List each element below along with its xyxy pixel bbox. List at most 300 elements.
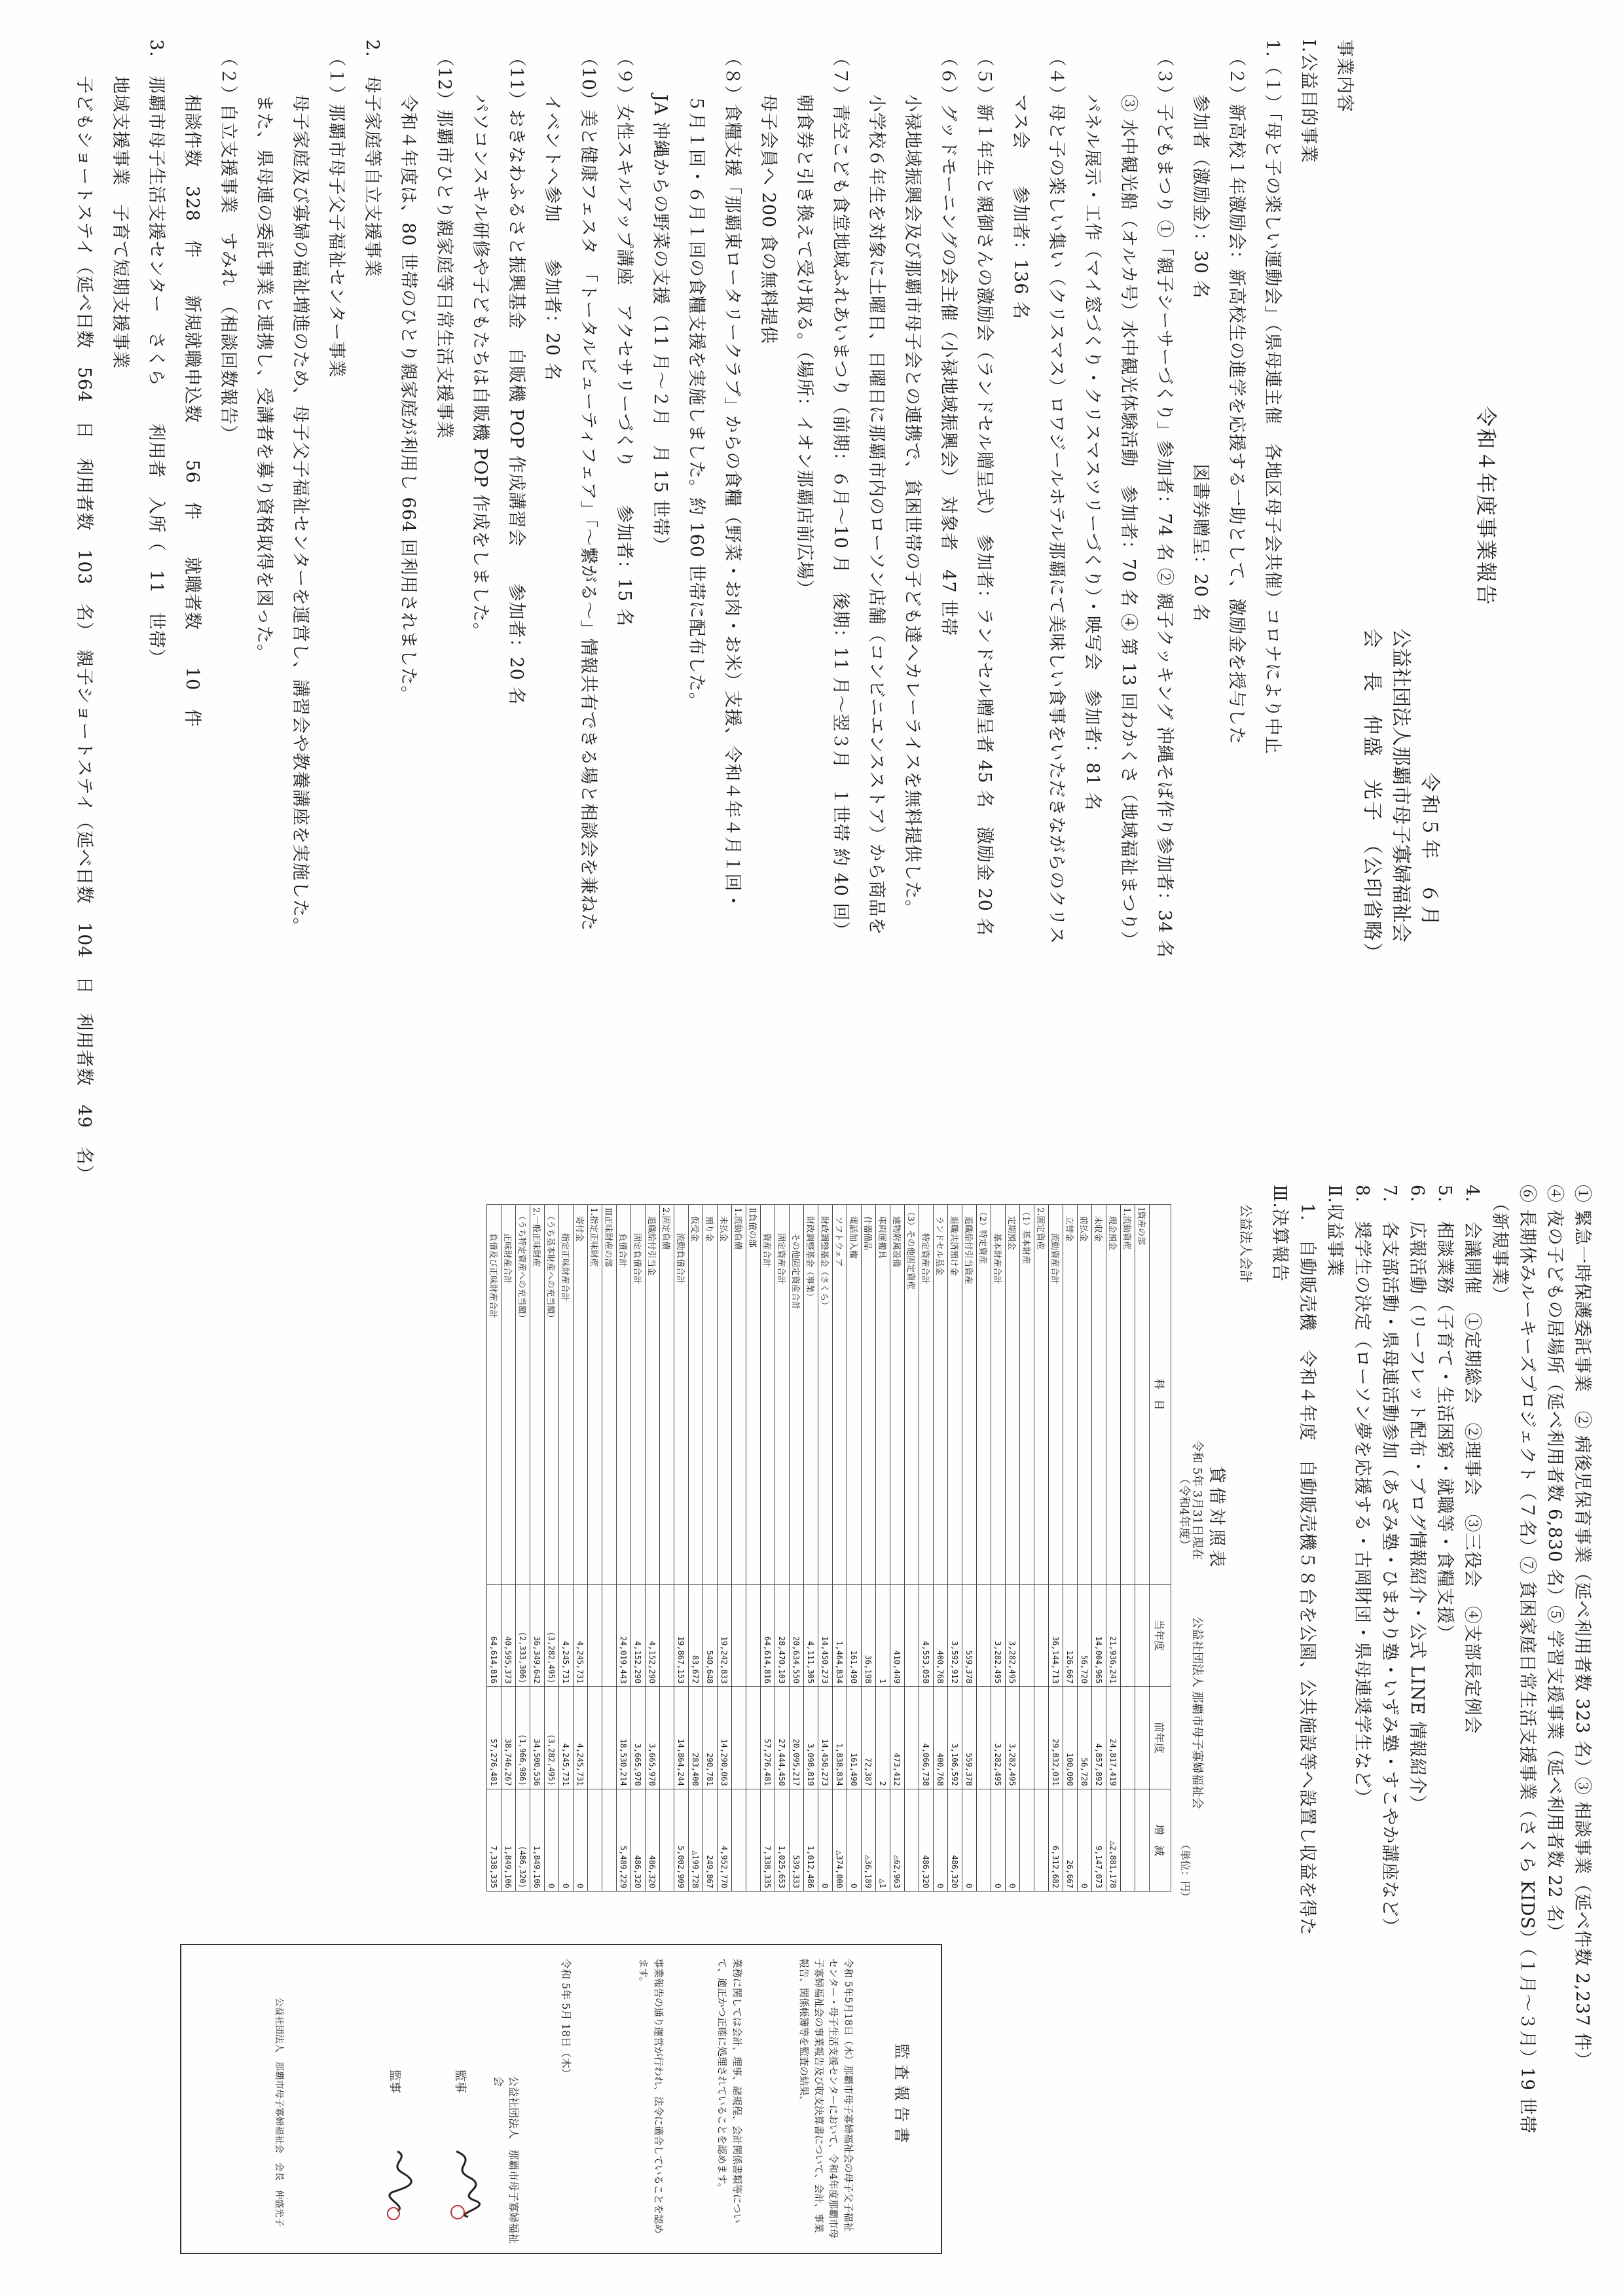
amount-cell: 57,276,481	[487, 1687, 501, 1789]
amount-cell: 26,667	[1063, 1789, 1078, 1891]
account-name: 財政調整基金（さくら）	[818, 1205, 833, 1585]
amount-cell: 3,282,495	[1006, 1687, 1020, 1789]
report-line: 5. 相談業務（子育て・生活困窮・就職等・食糧支援）	[1434, 1185, 1455, 1643]
table-row	[1135, 1205, 1150, 1892]
account-name: 固定資産合計	[775, 1205, 790, 1585]
account-name: 什器備品	[862, 1205, 876, 1585]
table-row	[905, 1205, 919, 1892]
amount-cell	[905, 1789, 919, 1891]
report-line: 2. 母子家庭等自立支援事業	[362, 39, 382, 278]
organization-stamp-text: 公益社団法人 那覇市母子寡婦福祉会 会長 仲盛光子	[274, 1998, 284, 2227]
table-row	[818, 1205, 833, 1892]
balance-sheet-corporation: 公益社団法人 那覇市母子寡婦福祉会	[1190, 1617, 1204, 1809]
amount-cell: 1,012,486	[804, 1789, 818, 1891]
amount-cell: (3,282,495)	[545, 1687, 559, 1789]
account-name: 特定資産合計	[919, 1205, 934, 1585]
table-row	[516, 1205, 530, 1892]
amount-cell: 40,595,373	[501, 1584, 516, 1687]
amount-cell: 3,282,495	[991, 1687, 1006, 1789]
amount-cell: 1,025,653	[775, 1789, 790, 1891]
report-line: ５月１回・６月１回の食糧支援を実施しました。約 160 世帯に配布した。	[686, 39, 706, 711]
amount-cell: 4,245,731	[559, 1687, 574, 1789]
amount-cell: 486,320	[948, 1789, 962, 1891]
amount-cell: 9,147,073	[1092, 1789, 1106, 1891]
account-name: 2.固定負債	[660, 1205, 674, 1585]
amount-cell: 161,490	[847, 1584, 862, 1687]
report-line: 相談件数 328 件 新規就職申込数 56 件 就職者数 10 件	[182, 39, 202, 728]
account-name: ソフトウェア	[833, 1205, 847, 1585]
table-row	[1020, 1205, 1034, 1892]
report-line: 6. 広報活動（リーフレット配布・ブログ情報紹介・公式 LINE 情報紹介）	[1407, 1185, 1427, 1814]
auditor-signature-2	[383, 2148, 417, 2220]
amount-cell: 36,198	[862, 1584, 876, 1687]
amount-cell: 4,245,731	[574, 1687, 588, 1789]
amount-cell: 4,245,731	[574, 1584, 588, 1687]
audit-organization: 公益社団法人 那覇市母子寡婦福祉会	[492, 2076, 520, 2244]
amount-cell	[746, 1584, 761, 1687]
amount-cell	[905, 1687, 919, 1789]
table-row	[602, 1205, 617, 1892]
balance-sheet-table	[486, 1204, 1171, 1892]
account-name: 負債及び正味財産合計	[487, 1205, 501, 1585]
table-row	[1121, 1205, 1135, 1892]
amount-cell: 559,378	[962, 1687, 977, 1789]
amount-cell: 34,500,536	[530, 1687, 545, 1789]
table-row	[1034, 1205, 1049, 1892]
report-line: ④ 夜の子どもの居場所（延べ利用者数 6,830 名）⑤ 学習支援事業（延べ利用者数 22 名）	[1544, 1185, 1565, 1942]
report-organization: 公益社団法人那覇市母子寡婦福祉会	[1389, 628, 1412, 942]
table-row	[1078, 1205, 1092, 1892]
account-name: 1.指定正味財産	[588, 1205, 602, 1585]
table-row	[574, 1205, 588, 1892]
report-title: 令和４年度事業報告	[1474, 406, 1499, 607]
report-line: 地域支援事業 子育て短期支援事業	[110, 39, 130, 369]
amount-cell: (3,282,495)	[545, 1584, 559, 1687]
account-name: （うち特定資産への充当額）	[516, 1205, 530, 1585]
column-header: 科 目	[1150, 1205, 1171, 1585]
amount-cell: 486,320	[631, 1789, 646, 1891]
report-line: （新規事業）	[1489, 1185, 1510, 1304]
table-row	[530, 1205, 545, 1892]
amount-cell: 0	[847, 1789, 862, 1891]
balance-sheet-title: 貸借対照表	[1207, 1466, 1226, 1571]
account-name: 指定正味財産合計	[559, 1205, 574, 1585]
amount-cell: 283,400	[689, 1687, 703, 1789]
amount-cell: 4,553,058	[919, 1584, 934, 1687]
balance-sheet-accounting: 公益法人会計	[1238, 1204, 1254, 1283]
account-name: 基本財産合計	[991, 1205, 1006, 1585]
balance-sheet-unit: （単位：円）	[1179, 1839, 1192, 1903]
amount-cell: 4,952,770	[718, 1789, 732, 1891]
amount-cell: 4,152,290	[646, 1584, 660, 1687]
amount-cell: 56,720	[1078, 1687, 1092, 1789]
amount-cell: 27,444,450	[775, 1687, 790, 1789]
amount-cell: 64,614,816	[487, 1584, 501, 1687]
report-line: マス会 参加者：136 名	[1010, 39, 1030, 320]
report-line: ⑥ 長期休みルーキーズプロジェクト（７名）⑦ 貧困家庭日常生活支援事業（さくら KIDS）（１月〜３月）19 世帯	[1517, 1185, 1537, 2134]
account-name: 車両運搬具	[876, 1205, 890, 1585]
table-row	[501, 1205, 516, 1892]
report-line: Ⅲ.決算報告	[1269, 1185, 1290, 1282]
account-name: 前払金	[1078, 1205, 1092, 1585]
amount-cell: 5,002,909	[674, 1789, 689, 1891]
report-line: 事業内容	[1334, 39, 1355, 113]
auditor-signature-1	[448, 2148, 483, 2220]
balance-sheet-year: （令和4年度）	[1177, 1473, 1191, 1551]
amount-cell	[746, 1789, 761, 1891]
report-date: 令和５年 ６月	[1418, 772, 1441, 928]
table-row	[804, 1205, 818, 1892]
amount-cell: 14,450,273	[818, 1687, 833, 1789]
amount-cell: 18,530,214	[617, 1687, 631, 1789]
amount-cell: 6,312,682	[1049, 1789, 1063, 1891]
amount-cell: 0	[818, 1789, 833, 1891]
account-name: 電話加入権	[847, 1205, 862, 1585]
audit-report	[180, 1944, 942, 2254]
table-row	[890, 1205, 905, 1892]
report-line: （７）青空こども食堂地域ふれあいまつり（前期：６月〜10 月 後期：11 月〜翌３月 １世帯 約 40 回）	[830, 39, 850, 940]
report-line: パネル展示・工作（マイ窓づくり・クリスマスツリーづくり）・映写会 参加者：81 名	[1082, 39, 1103, 811]
account-name: 財政調整基金（事業）	[804, 1205, 818, 1585]
report-line: 7. 各支部活動・県母連活動参加（あざみ塾・ひまわり塾・いずみ塾・すこやか講座など）	[1379, 1185, 1400, 1936]
amount-cell	[732, 1687, 746, 1789]
amount-cell: 4,245,731	[559, 1584, 574, 1687]
amount-cell: 0	[559, 1789, 574, 1891]
report-line: パソコンスキル研修や子どもたちは自販機 POP 作成をしました。	[470, 39, 490, 641]
report-line: （８）食糧支援「那覇東ロータリークラブ」からの食糧（野菜・お肉・お米）支援、令和４年４月１回・	[722, 39, 742, 910]
amount-cell: 0	[991, 1789, 1006, 1891]
account-name: Ⅱ負債の部	[746, 1205, 761, 1585]
amount-cell: 0	[1078, 1789, 1092, 1891]
amount-cell	[602, 1687, 617, 1789]
auditor-label: 監事	[388, 2070, 401, 2093]
report-line: ① 緊急一時保護委託事業 ② 病後児保育事業（延べ利用者数 323 名）③ 相談事業（延べ件数 2,237 件）	[1572, 1185, 1592, 2070]
report-line: 小禄地域振興会及び那覇市母子会との連携で、貧困世帯の子ども達へカレーライスを無料提供した。	[902, 39, 922, 918]
report-line: 3. 那覇市母子生活支援センター さくら 利用者 入所（ 11 世帯）	[146, 39, 166, 668]
account-name: 未収金	[1092, 1205, 1106, 1585]
amount-cell: △62,963	[890, 1789, 905, 1891]
account-name: 仮受金	[689, 1205, 703, 1585]
amount-cell	[588, 1789, 602, 1891]
amount-cell: 0	[1006, 1789, 1020, 1891]
amount-cell	[1020, 1584, 1034, 1687]
report-line: 8. 奨学生の決定（ローソン夢を応援する・古岡財団・県母連奨学生など）	[1352, 1185, 1372, 1807]
account-name: 寄付金	[574, 1205, 588, 1585]
amount-cell: 1	[876, 1584, 890, 1687]
amount-cell: 56,720	[1078, 1584, 1092, 1687]
amount-cell: 14,290,063	[718, 1687, 732, 1789]
amount-cell: △1	[876, 1789, 890, 1891]
amount-cell: 20,634,550	[790, 1584, 804, 1687]
report-line: 参加者（激励金）：30 名 図書券贈呈：20 名	[1190, 39, 1211, 622]
amount-cell: 559,378	[962, 1584, 977, 1687]
amount-cell: 20,095,217	[790, 1687, 804, 1789]
table-row	[487, 1205, 501, 1892]
amount-cell: 3,665,970	[646, 1687, 660, 1789]
report-line: （１）那覇市母子父子福祉センター事業	[326, 39, 346, 378]
amount-cell: 14,450,273	[818, 1584, 833, 1687]
report-line: Ⅰ.公益目的事業	[1298, 39, 1319, 164]
report-line: Ⅱ.収益事業	[1324, 1185, 1345, 1277]
amount-cell: (1,966,986)	[516, 1687, 530, 1789]
amount-cell	[1135, 1789, 1150, 1891]
amount-cell: 400,768	[934, 1584, 948, 1687]
report-line: （５）新１年生と親御さんの激励会（ランドセル贈呈式） 参加者：ランドセル贈呈者 45 名 激励金 20 名	[974, 39, 994, 937]
report-line: （10）美と健康フェスタ 「トータルビューティフェア」「〜繋がる〜」情報共有できる場と相談会を兼ねた	[578, 39, 598, 931]
table-row	[962, 1205, 977, 1892]
amount-cell	[1121, 1789, 1135, 1891]
account-name: 正味財産合計	[501, 1205, 516, 1585]
account-name: Ⅰ資産の部	[1135, 1205, 1150, 1585]
amount-cell: 3,592,912	[948, 1584, 962, 1687]
table-row	[991, 1205, 1006, 1892]
amount-cell: 4,152,290	[631, 1584, 646, 1687]
amount-cell: 19,867,153	[674, 1584, 689, 1687]
amount-cell: 7,338,335	[761, 1789, 775, 1891]
table-row	[977, 1205, 991, 1892]
right-page	[39, 1185, 1597, 2265]
report-line: （２）自立支援事業 すみれ （相談回数報告）	[218, 39, 238, 443]
table-row	[1063, 1205, 1078, 1892]
amount-cell: 290,781	[703, 1687, 718, 1789]
audit-date: 令和 5年 5月 18日（木）	[560, 1958, 572, 2079]
report-line: 朝食券と引き換えて受け取る。（場所：イオン那覇店前広場）	[794, 39, 814, 598]
amount-cell: 21,936,241	[1106, 1584, 1121, 1687]
table-row	[919, 1205, 934, 1892]
amount-cell	[1034, 1584, 1049, 1687]
amount-cell: 3,106,592	[948, 1687, 962, 1789]
amount-cell: 1,849,106	[501, 1789, 516, 1891]
table-row	[660, 1205, 674, 1892]
report-line: （２）新高校１年激励会：新高校生の進学を応援する一助として、激励金を授与した	[1226, 39, 1247, 745]
account-name: その他固定資産合計	[790, 1205, 804, 1585]
amount-cell: 7,338,335	[487, 1789, 501, 1891]
report-line: （３）子どもまつり ①「親子シーサーづくり」参加者：74 名 ② 親子クッキング 沖縄そば作り参加者：34 名	[1154, 39, 1175, 958]
amount-cell: 24,019,443	[617, 1584, 631, 1687]
table-row	[833, 1205, 847, 1892]
column-header: 当年度	[1150, 1584, 1171, 1687]
account-name: 流動負債合計	[674, 1205, 689, 1585]
report-line: ③ 水中観光船（オルカ号）水中観光体験活動 参加者：70 名 ④ 第 13 回わかくさ（地域福祉まつり）	[1118, 39, 1139, 950]
account-name: 現金預金	[1106, 1205, 1121, 1585]
table-row	[746, 1205, 761, 1892]
column-header: 前年度	[1150, 1687, 1171, 1789]
amount-cell	[1135, 1687, 1150, 1789]
account-name: 建物附属設備	[890, 1205, 905, 1585]
report-line: （９）女性スキルアップ講座 アクセサリーづくり 参加者：15 名	[614, 39, 634, 627]
table-row	[934, 1205, 948, 1892]
table-row	[876, 1205, 890, 1892]
table-row	[559, 1205, 574, 1892]
table-row	[646, 1205, 660, 1892]
amount-cell	[1034, 1789, 1049, 1891]
amount-cell: 72,387	[862, 1687, 876, 1789]
account-name: 立替金	[1063, 1205, 1078, 1585]
report-line: 母子会員へ 200 食の無料提供	[758, 39, 778, 344]
account-name: 固定負債合計	[631, 1205, 646, 1585]
amount-cell: 4,066,738	[919, 1687, 934, 1789]
amount-cell: 1,849,106	[530, 1789, 545, 1891]
report-line: JA 沖縄からの野菜の支援（11 月〜２月 月 15 世帯）	[650, 39, 670, 555]
audit-paragraph: 業務に関しては会計、理事、諸規程、会計関係書類等について、適正かつ正確に処理されていることを認めます。	[716, 1958, 743, 2223]
table-row	[790, 1205, 804, 1892]
amount-cell: 0	[545, 1789, 559, 1891]
report-line: 子どもショートステイ（延べ日数 564 日 利用者数 103 名） 親子ショートステイ（延べ日数 104 日 利用者数 49 名）	[74, 39, 94, 1183]
account-name: 負債合計	[617, 1205, 631, 1585]
amount-cell: 2	[876, 1687, 890, 1789]
amount-cell: 19,242,833	[718, 1584, 732, 1687]
amount-cell: 473,412	[890, 1687, 905, 1789]
report-line: 4. 会議開催 ①定期総会 ②理事会 ③三役会 ④支部長定例会	[1462, 1185, 1482, 1734]
activity-report	[39, 39, 1597, 1183]
amount-cell: (486,320)	[516, 1789, 530, 1891]
auditor-label: 監事	[453, 2070, 467, 2093]
table-row	[689, 1205, 703, 1892]
amount-cell: 1,838,834	[833, 1687, 847, 1789]
amount-cell	[660, 1789, 674, 1891]
table-row	[703, 1205, 718, 1892]
report-line: 1.（１）「母と子の楽しい運動会」（県母連主催 各地区母子会共催）コロナにより中止	[1262, 39, 1283, 755]
account-name: 2.固定資産	[1034, 1205, 1049, 1585]
amount-cell: 3,098,819	[804, 1687, 818, 1789]
table-row	[588, 1205, 602, 1892]
amount-cell: 400,768	[934, 1687, 948, 1789]
account-name: ランドセル基金	[934, 1205, 948, 1585]
report-line: 小学校６年生を対象に土曜日、日曜日に那覇市内のローソン店舗（コンビニエンスストア）から商品を	[866, 39, 886, 936]
amount-cell: 539,333	[790, 1789, 804, 1891]
table-row	[1092, 1205, 1106, 1892]
account-name: （うち基本財産への充当額）	[545, 1205, 559, 1585]
audit-paragraph: 事業報告の通り運営が行われ、法令に適合していることを認めます。	[638, 1958, 665, 2234]
amount-cell	[977, 1584, 991, 1687]
account-name: 資産合計	[761, 1205, 775, 1585]
amount-cell: 36,144,713	[1049, 1584, 1063, 1687]
amount-cell: 24,817,419	[1106, 1687, 1121, 1789]
report-line: （６）グッドモーニングの会主催（小禄地域振興会） 対象者 47 世帯	[938, 39, 958, 636]
table-row	[948, 1205, 962, 1892]
table-row	[545, 1205, 559, 1892]
account-name: 退職給付引当金	[646, 1205, 660, 1585]
amount-cell	[977, 1789, 991, 1891]
amount-cell	[602, 1584, 617, 1687]
amount-cell: 83,672	[689, 1584, 703, 1687]
report-line: 母子家庭及び寡婦の福祉増進のため、母子父子福祉センターを運営し、講習会や教養講座を実施した。	[290, 39, 310, 936]
table-row	[775, 1205, 790, 1892]
amount-cell	[1121, 1687, 1135, 1789]
amount-cell: 14,004,965	[1092, 1584, 1106, 1687]
account-name: 預り金	[703, 1205, 718, 1585]
amount-cell: △374,000	[833, 1789, 847, 1891]
amount-cell	[660, 1584, 674, 1687]
report-president: 会 長 仲盛 光子 （公印省略）	[1360, 628, 1383, 964]
report-line: また、県母連の委託事業と連携し、受講者を募り資格取得を図った。	[254, 39, 274, 662]
account-name: 1.流動負債	[732, 1205, 746, 1585]
amount-cell: 249,867	[703, 1789, 718, 1891]
account-name: 1.流動資産	[1121, 1205, 1135, 1585]
amount-cell	[660, 1687, 674, 1789]
amount-cell	[1135, 1584, 1150, 1687]
report-line: （11）おきなわふるさと振興基金 自販機 POP 作成講習会 参加者：20 名	[506, 39, 526, 706]
table-row	[1106, 1205, 1121, 1892]
audit-paragraph: 令和 5年5月18日（木）那覇市母子寡婦福祉会の母子父子福祉センター・母子生活支援センターにおいて、令和4年度那覇市母子寡婦福祉会の事業報告及び収支決算書について、会計、事業報告、関係帳簿等を監査の結果、	[798, 1958, 854, 2239]
amount-cell: 0	[934, 1789, 948, 1891]
amount-cell: 64,614,816	[761, 1584, 775, 1687]
amount-cell: 486,320	[919, 1789, 934, 1891]
account-name: Ⅲ正味財産の部	[602, 1205, 617, 1585]
report-line: 令和４年度は、80 世帯のひとり親家庭が利用し 664 回利用されました。	[398, 39, 418, 704]
amount-cell: 0	[574, 1789, 588, 1891]
table-row	[1006, 1205, 1020, 1892]
amount-cell: 0	[962, 1789, 977, 1891]
balance-sheet	[183, 1191, 1256, 1903]
table-row	[732, 1205, 746, 1892]
amount-cell	[905, 1584, 919, 1687]
amount-cell: 3,665,970	[631, 1687, 646, 1789]
table-row	[761, 1205, 775, 1892]
report-line: （12）那覇市ひとり親家庭等日常生活支援事業	[434, 39, 454, 439]
report-line: （４）母と子の楽しい集い（クリスマス）ロワジールホテル那覇にて美味しい食事をいただきながらのクリス	[1046, 39, 1067, 944]
account-name: （2）特定資産	[977, 1205, 991, 1585]
table-row	[674, 1205, 689, 1892]
report-line: イベントへ参加 参加者：20 名	[542, 39, 562, 381]
amount-cell	[1034, 1687, 1049, 1789]
amount-cell: 29,832,031	[1049, 1687, 1063, 1789]
amount-cell	[746, 1687, 761, 1789]
table-row	[718, 1205, 732, 1892]
account-name: 退職給付引当資産	[962, 1205, 977, 1585]
amount-cell	[1121, 1584, 1135, 1687]
amount-cell: 161,490	[847, 1687, 862, 1789]
amount-cell	[1020, 1687, 1034, 1789]
account-name: 2.一般正味財産	[530, 1205, 545, 1585]
account-name: 未払金	[718, 1205, 732, 1585]
amount-cell: 57,276,481	[761, 1687, 775, 1789]
table-row	[862, 1205, 876, 1892]
amount-cell	[588, 1687, 602, 1789]
table-row	[1049, 1205, 1063, 1892]
balance-sheet-date: 令和 5年 3月31日現在	[1190, 1440, 1204, 1560]
account-name: 定期預金	[1006, 1205, 1020, 1585]
amount-cell: 14,864,244	[674, 1687, 689, 1789]
amount-cell	[602, 1789, 617, 1891]
amount-cell	[732, 1584, 746, 1687]
amount-cell: △36,189	[862, 1789, 876, 1891]
amount-cell: 126,667	[1063, 1584, 1078, 1687]
amount-cell: 36,349,642	[530, 1584, 545, 1687]
amount-cell	[588, 1584, 602, 1687]
amount-cell: 38,746,267	[501, 1687, 516, 1789]
amount-cell: 28,470,103	[775, 1584, 790, 1687]
amount-cell: 3,282,495	[1006, 1584, 1020, 1687]
amount-cell: 3,282,495	[991, 1584, 1006, 1687]
account-name: 退職共済預け金	[948, 1205, 962, 1585]
amount-cell: 5,489,229	[617, 1789, 631, 1891]
account-name: （3）その他固定資産	[905, 1205, 919, 1585]
amount-cell: 1,464,834	[833, 1584, 847, 1687]
amount-cell: (2,333,306)	[516, 1584, 530, 1687]
amount-cell	[977, 1687, 991, 1789]
table-header-row	[1150, 1205, 1171, 1892]
amount-cell	[1020, 1789, 1034, 1891]
report-line: 1. 自動販売機 令和４年度 自動販売機５８台を公園、公共施設等へ設置し収益を得た	[1297, 1185, 1317, 1936]
amount-cell: 410,449	[890, 1584, 905, 1687]
audit-title: 監査報告書	[892, 2043, 911, 2148]
table-row	[847, 1205, 862, 1892]
amount-cell: △199,728	[689, 1789, 703, 1891]
table-row	[617, 1205, 631, 1892]
account-name: （1）基本財産	[1020, 1205, 1034, 1585]
amount-cell: 540,648	[703, 1584, 718, 1687]
